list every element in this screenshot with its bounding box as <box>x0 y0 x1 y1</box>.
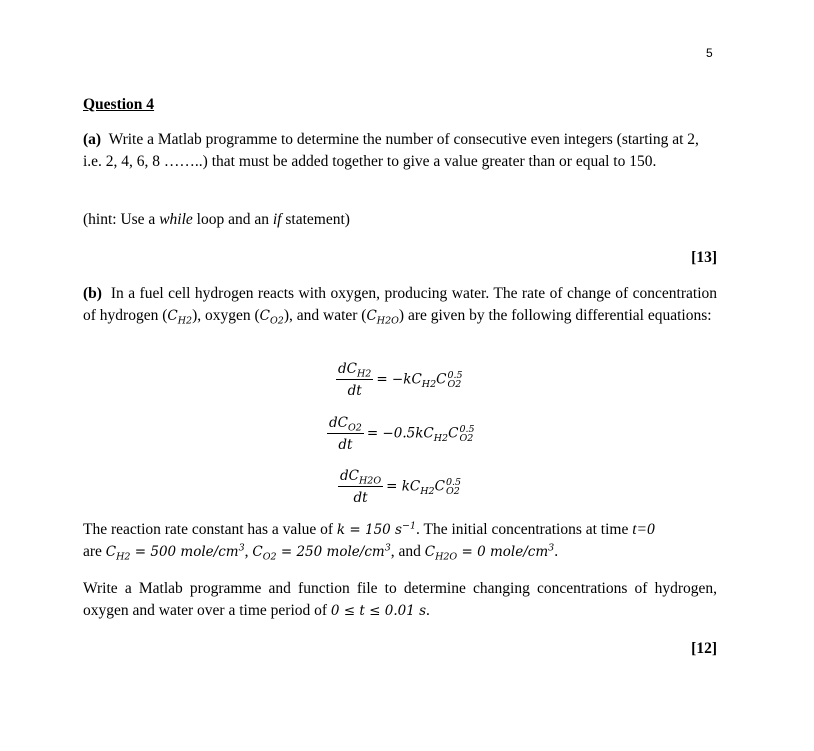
page-number: 5 <box>706 46 713 60</box>
c-o2-symbol: $C_{O2}$ <box>259 308 284 327</box>
c-h2o-initial: $C_{H2O} = 0$ mole/$cm^3$ <box>424 542 555 563</box>
hint-while: while <box>159 211 193 228</box>
part-a-label: (a) <box>83 131 102 148</box>
k-value: k = 150 $s^{-1}$ <box>336 520 416 538</box>
part-a-marks: [13] <box>691 249 717 266</box>
equation-h2 <box>336 361 463 399</box>
t-zero: t=0 <box>632 521 655 538</box>
c-h2-symbol: $C_{H2}$ <box>167 308 193 327</box>
rate-text-1: The reaction rate constant has a value of <box>83 521 337 538</box>
question-heading: Question 4 <box>83 96 155 113</box>
part-b-label: (b) <box>83 285 102 302</box>
part-a-question: Write a Matlab programme to determine the number of consecutive even integers (starting at 2, i.e. 2, 4, 6, 8 ……..) that must be added together to give a value greater than or equal to 150. <box>83 131 699 170</box>
equation-o2-rhs: = $-0.5kC_{H2}C$ 0.5 O2 <box>366 424 475 445</box>
equation-h2-rhs: = $-kC_{H2}C$ 0.5 O2 <box>376 370 463 391</box>
rate-constant-text: The reaction rate constant has a value of k = 150 $s^{-1}$. The initial concentrations at time t=0 are $C_{H2} = 500$ mole/$cm^3$, $C_{O2} = 250$ mole/$cm^3$, and $C_{H2O} = 0$ mole/$cm^3$. <box>83 520 655 563</box>
equation-h2o-fraction: $\frac{dC_{H2O}}{dt}$ <box>340 468 382 506</box>
rate-text-3: are <box>83 543 106 560</box>
task-text-2: . <box>426 602 430 619</box>
task-text <box>83 578 717 622</box>
hint-if: if <box>272 211 282 228</box>
equation-h2-fraction: $\frac{dC_{H2}}{dt}$ <box>338 361 372 399</box>
rate-text-4: , and <box>390 543 425 560</box>
intro-text-4: ) are given by the following differential equations: <box>398 307 712 324</box>
hint-suffix: statement) <box>281 211 350 228</box>
part-b-marks: [12] <box>691 640 717 657</box>
part-a-text <box>83 129 717 173</box>
intro-text-3: ), and water ( <box>283 307 367 324</box>
hint-mid: loop and an <box>192 211 273 228</box>
c-o2-initial: $C_{O2} = 250$ mole/$cm^3$ <box>252 542 391 563</box>
equation-o2-fraction: $\frac{dC_{O2}}{dt}$ <box>329 415 362 453</box>
intro-text-2: ), oxygen ( <box>192 307 260 324</box>
c-h2o-symbol: $C_{H2O}$ <box>366 308 399 327</box>
c-h2-initial: $C_{H2} = 500$ mole/$cm^3$ <box>105 542 245 563</box>
hint-prefix: (hint: Use a <box>83 211 160 228</box>
part-a-hint <box>83 209 717 231</box>
equation-h2o-rhs: = $kC_{H2}C$ 0.5 O2 <box>386 477 462 498</box>
rate-text-2: . The initial concentrations at time <box>416 521 633 538</box>
equation-o2 <box>327 415 475 453</box>
equation-h2o <box>338 468 461 506</box>
time-range: 0 ≤ t ≤ 0.01 s <box>330 603 427 619</box>
intro-text-1: In a fuel cell hydrogen reacts with oxygen, producing water. The rate of change of concentration of hydrogen ( <box>83 285 717 324</box>
part-b-intro <box>83 283 717 327</box>
task-text-1: Write a Matlab programme and function file to determine changing concentrations of hydrogen, oxygen and water over a time period of <box>83 580 717 619</box>
